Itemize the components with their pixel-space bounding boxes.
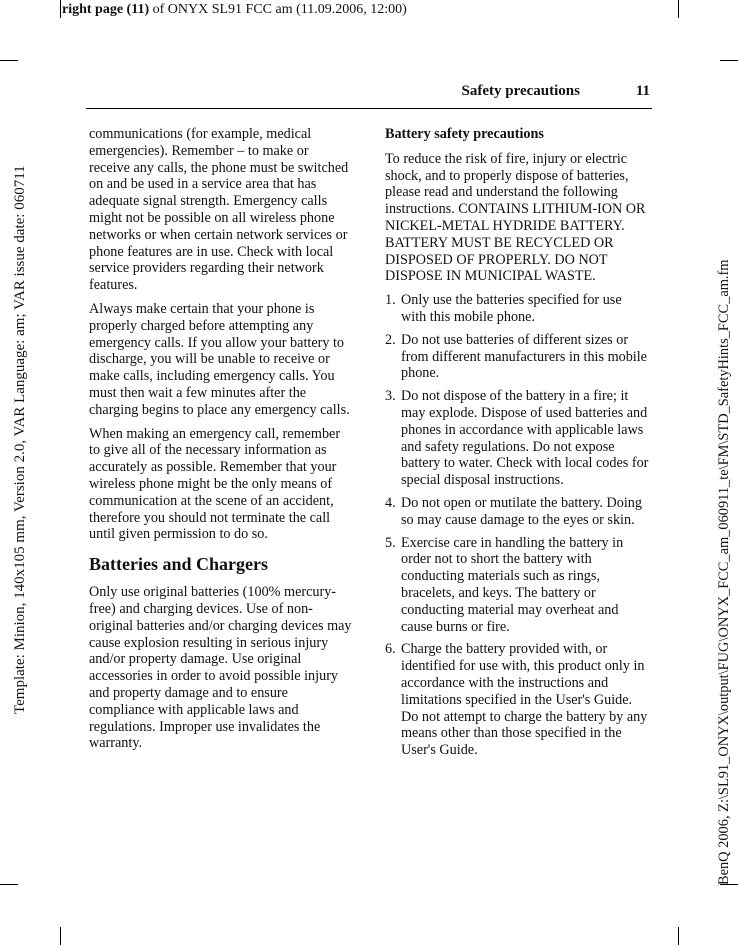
list-number: 1. <box>385 292 396 309</box>
print-job-details: of ONYX SL91 FCC am (11.09.2006, 12:00) <box>149 2 407 17</box>
list-item <box>385 332 649 382</box>
list-item-text: Do not open or mutilate the battery. Doing so may cause damage to the eyes or skin. <box>401 494 642 528</box>
crop-mark <box>678 0 679 18</box>
right-column <box>385 126 649 765</box>
list-number: 4. <box>385 494 396 511</box>
list-item-text: Exercise care in handling the battery in order not to short the battery with conducting materials such as rings, bracelets, and keys. The battery or conducting material may overheat and cause burns or fire. <box>401 534 624 635</box>
file-path-margin <box>704 0 738 945</box>
page-header <box>86 80 652 109</box>
list-item <box>385 495 649 529</box>
paragraph: When making an emergency call, remember to give all of the necessary information as accurately as possible. Remember that your wireless phone might be the only means of communication at the scene of an accident, therefore you should not terminate the call until given permission to do so. <box>89 425 341 543</box>
print-job-note <box>62 2 407 18</box>
list-item <box>385 535 649 636</box>
list-number: 3. <box>385 388 396 405</box>
list-item-text: Do not dispose of the battery in a fire; it may explode. Dispose of used batteries and phones in accordance with applicable laws and safety regulations. Do not expose battery to water. Check with local codes for special disposal instructions. <box>401 388 649 489</box>
list-item <box>385 388 649 489</box>
section-heading: Batteries and Chargers <box>89 554 268 575</box>
numbered-list <box>385 292 649 759</box>
page-title: Safety precautions <box>461 83 580 99</box>
file-path: BenQ 2006, Z:\SL91_ONYX\output\FUG\ONYX_FCC_am_060911_te\FM\STD_SafetyHints_FCC_am.fm <box>716 259 732 885</box>
paragraph: communications (for example, medical emergencies). Remember – to make or receive any calls, the phone must be switched on and be used in a service area that has adequate signal strength. Emergency calls might not be possible on all wireless phone networks or when certain network services or phone features are in use. Check with local service providers regarding their network features. <box>89 126 349 294</box>
crop-mark <box>60 927 61 945</box>
paragraph: Always make certain that your phone is properly charged before attempting any emergency calls. If you allow your battery to discharge, you will be unable to receive or make calls, including emergency calls. You must then wait a few minutes after the charging begins to place any emergency calls. <box>89 300 350 418</box>
template-info: Template: Minion, 140x105 mm, Version 2.0, VAR Language: am; VAR issue date: 060711 <box>12 165 28 714</box>
list-item <box>385 292 649 326</box>
template-info-margin <box>0 0 34 945</box>
list-item-text: Only use the batteries specified for use with this mobile phone. <box>401 292 622 325</box>
list-number: 2. <box>385 331 396 348</box>
list-number: 6. <box>385 641 396 658</box>
print-job-label: right page (11) <box>62 2 150 17</box>
list-number: 5. <box>385 534 396 551</box>
left-column <box>89 126 353 759</box>
paragraph: To reduce the risk of fire, injury or electric shock, and to properly dispose of batteries, please read and understand the following instructions. CONTAINS LITHIUM-ION OR NICKEL-METAL HYDRIDE BATTERY. BATTERY MUST BE RECYCLED OR DISPOSED OF PROPERLY. DO NOT DISPOSE IN MUNICIPAL WASTE. <box>385 150 646 285</box>
list-item <box>385 641 649 759</box>
subsection-heading: Battery safety precautions <box>385 126 544 142</box>
crop-mark <box>678 927 679 945</box>
list-item-text: Do not use batteries of different sizes or from different manufacturers in this mobile phone. <box>401 331 647 382</box>
crop-mark <box>60 0 61 18</box>
list-item-text: Charge the battery provided with, or identified for use with, this product only in accordance with the instructions and limitations specified in the User's Guide. Do not attempt to charge the battery by any means other than those specified in the User's Guide. <box>401 641 648 759</box>
page-number: 11 <box>635 83 650 99</box>
paragraph: Only use original batteries (100% mercury-free) and charging devices. Use of non-original batteries and/or charging devices may cause explosion resulting in serious injury and/or property damage. Use original accessories in order to avoid possible injury and property damage and to ensure compliance with applicable laws and regulations. Improper use invalidates the warranty. <box>89 584 352 752</box>
